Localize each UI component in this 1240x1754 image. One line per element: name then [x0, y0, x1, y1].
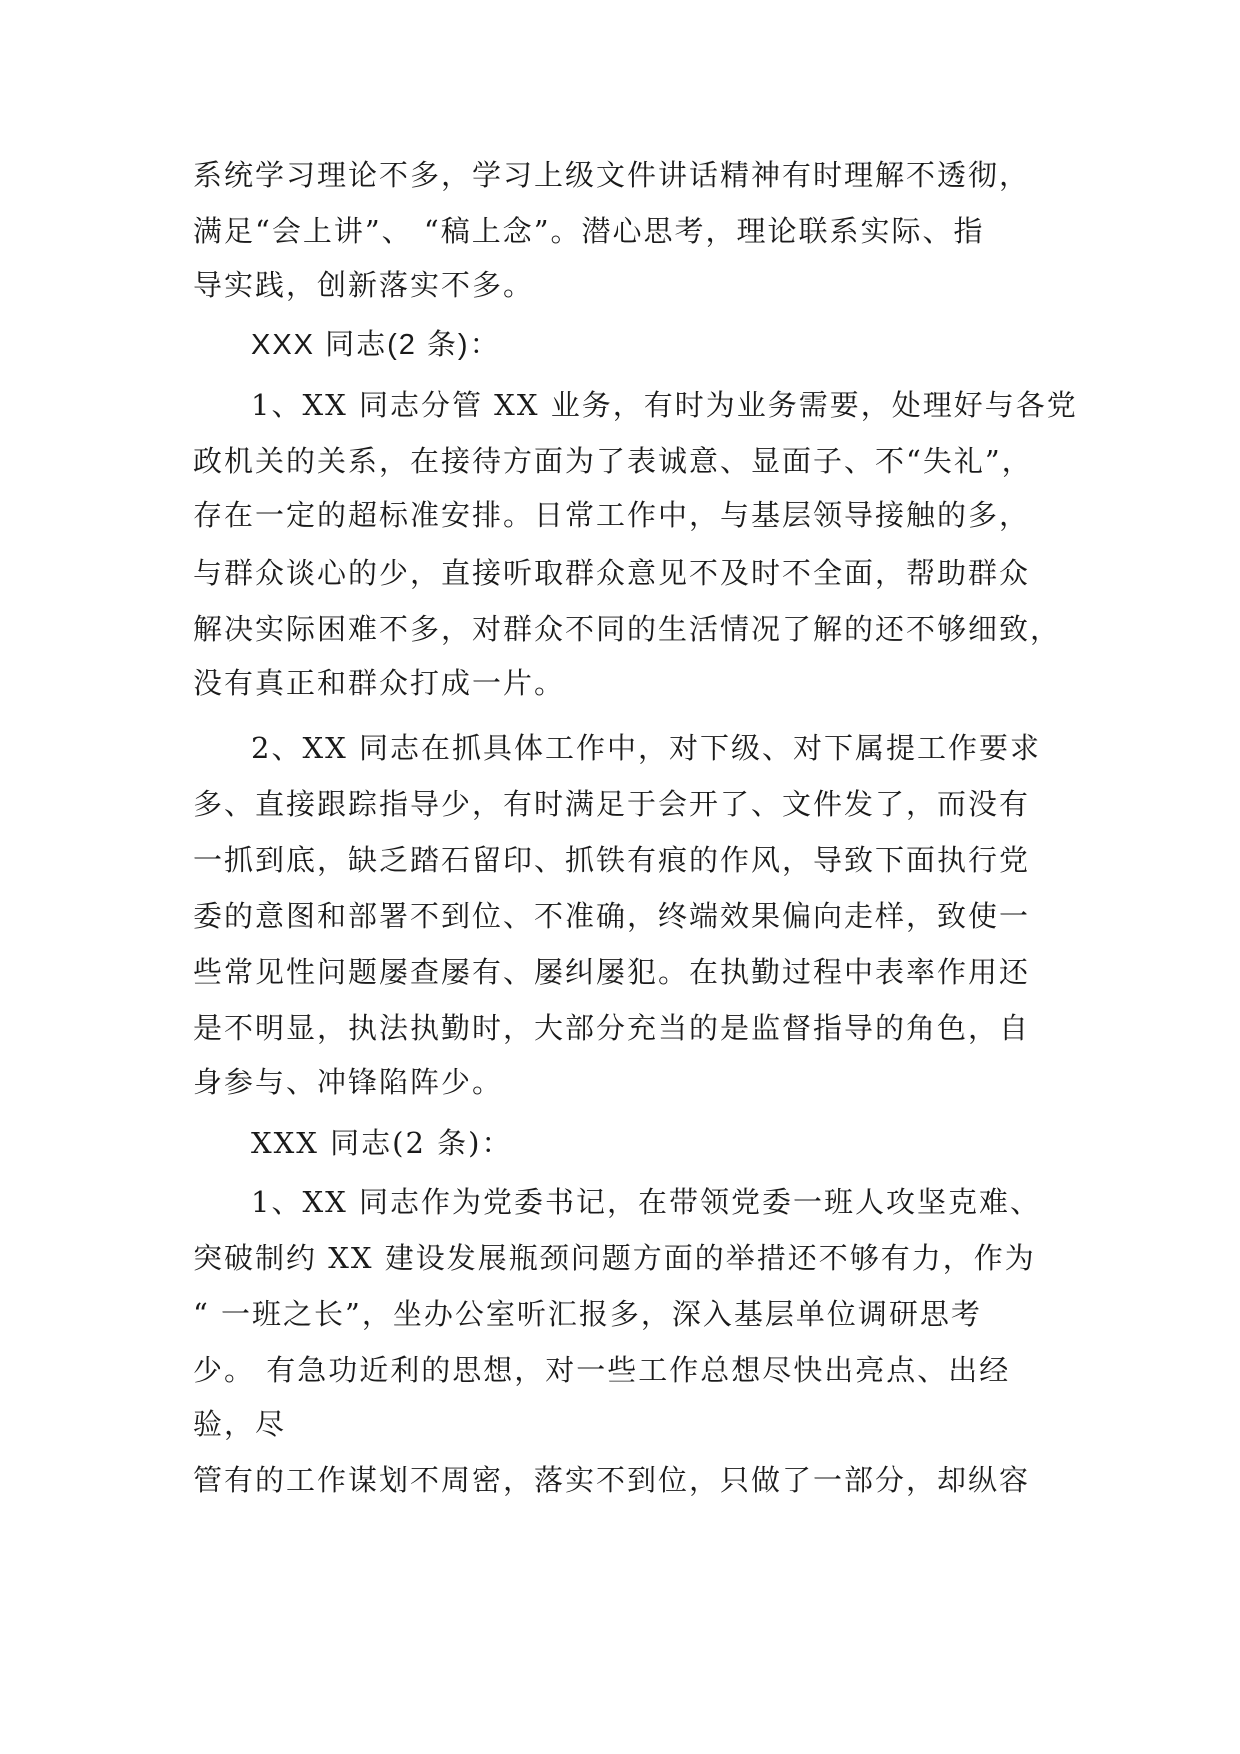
section-heading: XXX 同志(2 条)： [251, 329, 501, 361]
body-text-line: 1、XX 同志作为党委书记，在带领党委一班人攻坚克难、 [251, 1185, 1041, 1219]
body-text-line: 委的意图和部署不到位、不准确，终端效果偏向走样，致使一 [193, 899, 1031, 933]
body-text-line: 少。 有急功近利的思想，对一些工作总想尽快出亮点、出经 [193, 1353, 1011, 1387]
body-text-line: 政机关的关系，在接待方面为了表诚意、显面子、不“失礼”， [193, 444, 1033, 478]
body-text-line: 与群众谈心的少，直接听取群众意见不及时不全面，帮助群众 [193, 556, 1031, 590]
body-text-line: 突破制约 XX 建设发展瓶颈问题方面的举措还不够有力，作为 [193, 1241, 1036, 1275]
body-text-line: 没有真正和群众打成一片。 [193, 666, 566, 700]
body-text-line: 一抓到底，缺乏踏石留印、抓铁有痕的作风，导致下面执行党 [193, 843, 1031, 877]
body-text-line: 身参与、冲锋陷阵少。 [193, 1065, 504, 1099]
body-text-line: 1、XX 同志分管 XX 业务，有时为业务需要，处理好与各党 [251, 388, 1078, 422]
body-text-line: 管有的工作谋划不周密，落实不到位，只做了一部分，却纵容 [193, 1463, 1031, 1497]
body-text-line: 满足“会上讲”、 “稿上念”。潜心思考，理论联系实际、指 [193, 214, 985, 248]
body-text-line: 是不明显，执法执勤时，大部分充当的是监督指导的角色，自 [193, 1011, 1031, 1045]
body-text-line: 2、XX 同志在抓具体工作中，对下级、对下属提工作要求 [251, 731, 1041, 765]
body-text-line: 存在一定的超标准安排。日常工作中，与基层领导接触的多， [193, 498, 1031, 532]
body-text-line: 导实践，创新落实不多。 [193, 268, 535, 302]
section-heading: XXX 同志(2 条)： [251, 1126, 513, 1160]
body-text-line: 验，尽 [193, 1407, 287, 1441]
body-text-line: 解决实际困难不多，对群众不同的生活情况了解的还不够细致， [193, 612, 1062, 646]
body-text-line: 系统学习理论不多，学习上级文件讲话精神有时理解不透彻， [193, 158, 1031, 192]
body-text-line: “ 一班之长”，坐办公室听汇报多，深入基层单位调研思考 [193, 1297, 982, 1331]
body-text-line: 些常见性问题屡查屡有、屡纠屡犯。在执勤过程中表率作用还 [193, 955, 1031, 989]
body-text-line: 多、直接跟踪指导少，有时满足于会开了、文件发了，而没有 [193, 787, 1031, 821]
